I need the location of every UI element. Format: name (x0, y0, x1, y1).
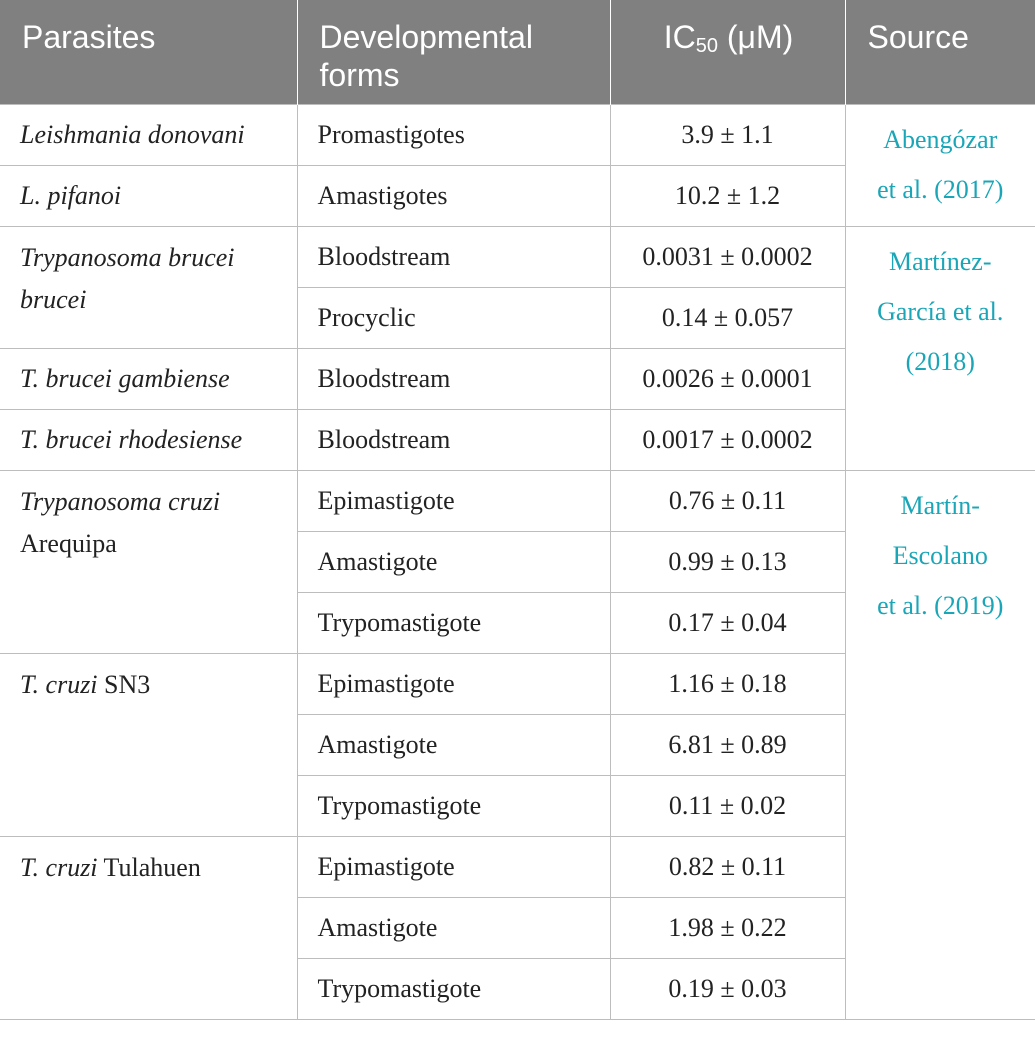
parasite-strain: Arequipa (20, 529, 117, 558)
source-citation-link[interactable] (845, 227, 1035, 471)
source-line: Escolano (892, 541, 988, 570)
source-line: Martínez- (888, 247, 992, 276)
form-cell: Trypomastigote (297, 593, 610, 654)
ic50-value: 0.99 ± 0.13 (610, 532, 845, 593)
form-cell: Trypomastigote (297, 776, 610, 837)
header-row (0, 0, 1035, 105)
ic50-value: 1.98 ± 0.22 (610, 898, 845, 959)
form-cell: Amastigote (297, 532, 610, 593)
header-parasites: Parasites (0, 0, 297, 105)
table-row (0, 227, 1035, 288)
parasite-cell (0, 410, 297, 471)
parasite-cell (0, 227, 297, 349)
table-header (0, 0, 1035, 105)
form-cell: Trypomastigote (297, 959, 610, 1020)
parasite-name-italic: T. cruzi (20, 670, 98, 699)
source-line: (2018) (905, 347, 975, 376)
ic50-value: 10.2 ± 1.2 (610, 166, 845, 227)
form-cell: Epimastigote (297, 654, 610, 715)
ic50-value: 0.82 ± 0.11 (610, 837, 845, 898)
parasite-name-italic: Leishmania donovani (20, 120, 245, 149)
ic50-value: 0.19 ± 0.03 (610, 959, 845, 1020)
header-ic50-sub: 50 (695, 35, 718, 57)
ic50-value: 0.17 ± 0.04 (610, 593, 845, 654)
parasite-name-italic: T. cruzi (20, 853, 98, 882)
ic50-value: 3.9 ± 1.1 (610, 105, 845, 166)
source-line: et al. (2017) (877, 175, 1004, 204)
header-developmental-forms: Developmental forms (297, 0, 610, 105)
header-ic50-main: IC (663, 19, 696, 55)
header-ic50 (610, 0, 845, 105)
parasite-cell (0, 349, 297, 410)
header-ic50-unit: (μM) (717, 19, 794, 55)
form-cell: Amastigotes (297, 166, 610, 227)
header-source: Source (845, 0, 1035, 105)
form-cell: Procyclic (297, 288, 610, 349)
table-body (0, 105, 1035, 1020)
form-cell: Epimastigote (297, 471, 610, 532)
parasite-cell (0, 471, 297, 654)
parasite-strain: SN3 (97, 670, 151, 699)
source-line: et al. (2019) (877, 591, 1004, 620)
ic50-value: 6.81 ± 0.89 (610, 715, 845, 776)
parasite-name-italic: Trypanosoma cruzi (20, 487, 221, 516)
form-cell: Promastigotes (297, 105, 610, 166)
form-cell: Bloodstream (297, 410, 610, 471)
source-citation-link[interactable] (845, 105, 1035, 227)
form-cell: Amastigote (297, 898, 610, 959)
parasite-name-italic: Trypanosoma brucei brucei (20, 243, 235, 314)
parasite-cell (0, 105, 297, 166)
ic50-value: 0.0031 ± 0.0002 (610, 227, 845, 288)
table-row (0, 471, 1035, 532)
parasite-cell (0, 654, 297, 837)
ic50-value: 1.16 ± 0.18 (610, 654, 845, 715)
source-line: Martín- (900, 491, 980, 520)
source-line: García et al. (877, 297, 1004, 326)
table-row (0, 105, 1035, 166)
source-line: Abengózar (883, 125, 998, 154)
parasite-strain: Tulahuen (97, 853, 201, 882)
parasite-name-italic: L. pifanoi (20, 181, 122, 210)
form-cell: Epimastigote (297, 837, 610, 898)
ic50-value: 0.76 ± 0.11 (610, 471, 845, 532)
ic50-value: 0.11 ± 0.02 (610, 776, 845, 837)
parasite-name-italic: T. brucei rhodesiense (20, 425, 243, 454)
form-cell: Amastigote (297, 715, 610, 776)
form-cell: Bloodstream (297, 227, 610, 288)
ic50-value: 0.14 ± 0.057 (610, 288, 845, 349)
ic50-value: 0.0017 ± 0.0002 (610, 410, 845, 471)
ic50-value: 0.0026 ± 0.0001 (610, 349, 845, 410)
source-citation-link[interactable] (845, 471, 1035, 1020)
parasite-cell (0, 837, 297, 1020)
parasite-cell (0, 166, 297, 227)
parasite-name-italic: T. brucei gambiense (20, 364, 230, 393)
form-cell: Bloodstream (297, 349, 610, 410)
